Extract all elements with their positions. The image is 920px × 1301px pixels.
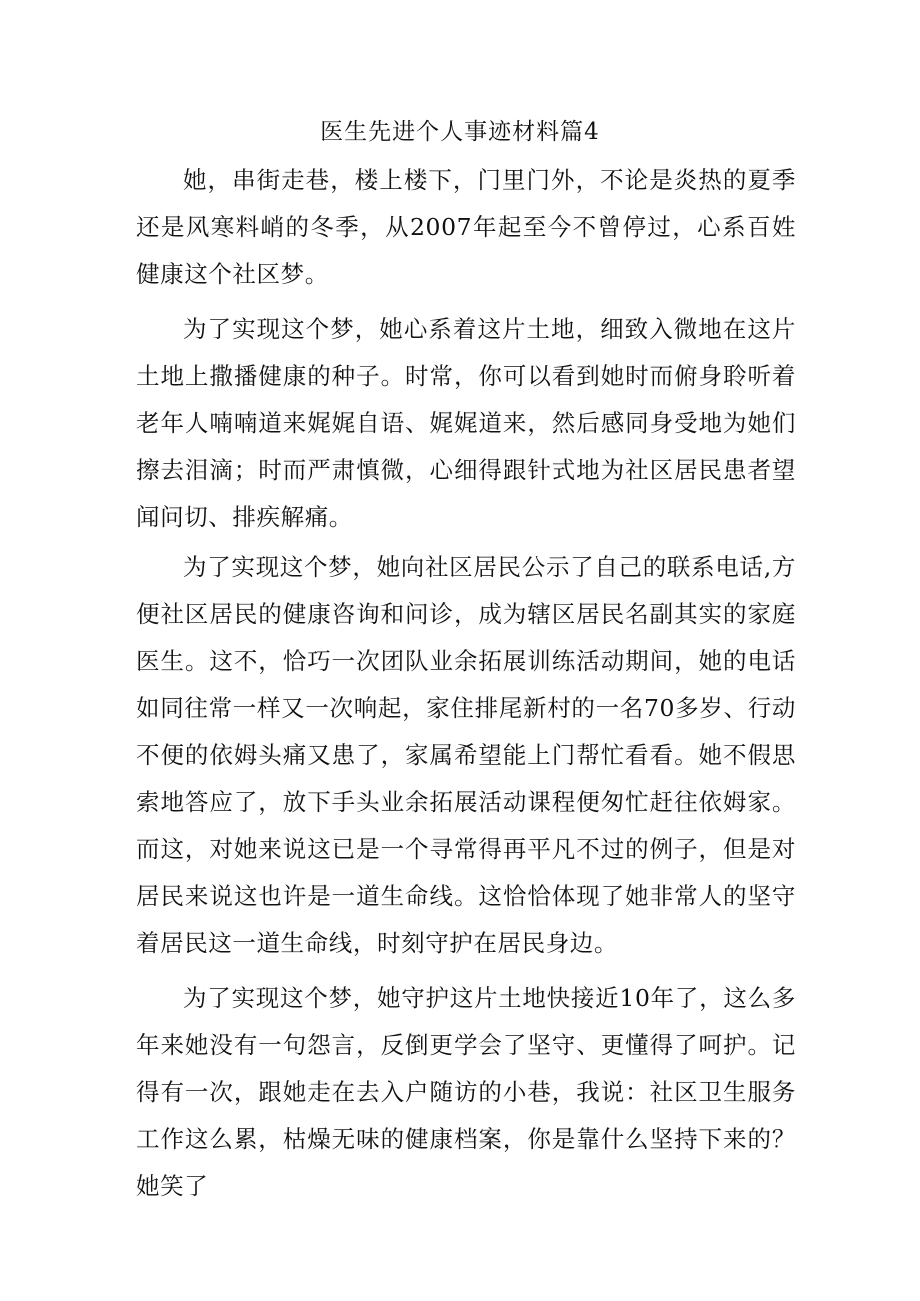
paragraph-3: 为了实现这个梦，她向社区居民公示了自己的联系电话,方便社区居民的健康咨询和问诊，成为辖区居民名副其实的家庭医生。这不，恰巧一次团队业余拓展训练活动期间，她的电话如同往常一样又一次响起，家住排尾新村的一名70多岁、行动不便的依姆头痛又患了，家属希望能上门帮忙看看。她不假思索地答应了，放下手头业余拓展活动课程便匆忙赶往依姆家。而这，对她来说这已是一个寻常得再平凡不过的例子，但是对居民来说这也许是一道生命线。这恰恰体现了她非常人的坚守着居民这一道生命线，时刻守护在居民身边。 — [136, 553, 796, 957]
paragraph-1: 她，串街走巷，楼上楼下，门里门外，不论是炎热的夏季还是风寒料峭的冬季，从2007年起至今不曾停过，心系百姓健康这个社区梦。 — [136, 166, 796, 288]
document-title: 医生先进个人事迹材料篇4 — [320, 119, 600, 145]
paragraph-4: 为了实现这个梦，她守护这片土地快接近10年了，这么多年来她没有一句怨言，反倒更学会了坚守、更懂得了呵护。记得有一次，跟她走在去入户随访的小巷，我说：社区卫生服务工作这么累，枯燥无味的健康档案，你是靠什么坚持下来的？她笑了 — [136, 984, 796, 1200]
paragraph-2: 为了实现这个梦，她心系着这片土地，细致入微地在这片土地上撒播健康的种子。时常，你可以看到她时而俯身聆听着老年人喃喃道来娓娓自语、娓娓道来，然后感同身受地为她们擦去泪滴；时而严肃慎微，心细得跟针式地为社区居民患者望闻问切、排疾解痛。 — [136, 315, 796, 531]
